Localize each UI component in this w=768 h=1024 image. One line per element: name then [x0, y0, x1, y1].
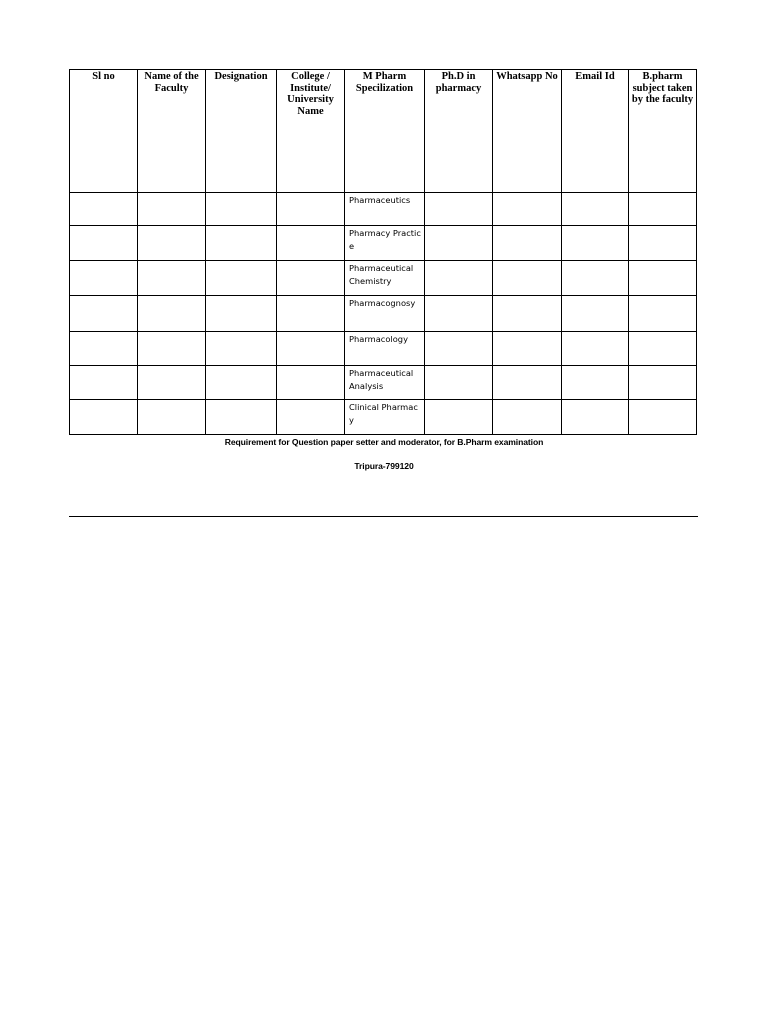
address-caption: Tripura-799120	[354, 461, 414, 471]
cell-sl-no[interactable]	[70, 400, 138, 435]
cell-designation[interactable]	[206, 400, 277, 435]
header-mpharm-specialization: M Pharm Specilization	[345, 70, 425, 193]
cell-designation[interactable]	[206, 261, 277, 296]
cell-faculty-name[interactable]	[138, 193, 206, 226]
cell-college[interactable]	[277, 366, 345, 400]
cell-bpharm-subject[interactable]	[629, 261, 697, 296]
cell-phd[interactable]	[425, 366, 493, 400]
table-row	[70, 226, 697, 261]
cell-designation[interactable]	[206, 226, 277, 261]
cell-whatsapp[interactable]	[493, 366, 562, 400]
header-email: Email Id	[562, 70, 629, 193]
cell-designation[interactable]	[206, 366, 277, 400]
cell-specialization: Pharmaceutical Chemistry	[345, 261, 425, 296]
cell-designation[interactable]	[206, 332, 277, 366]
cell-college[interactable]	[277, 226, 345, 261]
header-faculty-name: Name of the Faculty	[138, 70, 206, 193]
cell-email[interactable]	[562, 400, 629, 435]
cell-phd[interactable]	[425, 226, 493, 261]
table-row	[70, 366, 697, 400]
cell-phd[interactable]	[425, 332, 493, 366]
table-row	[70, 296, 697, 332]
cell-bpharm-subject[interactable]	[629, 296, 697, 332]
cell-sl-no[interactable]	[70, 261, 138, 296]
cell-whatsapp[interactable]	[493, 400, 562, 435]
cell-whatsapp[interactable]	[493, 261, 562, 296]
cell-bpharm-subject[interactable]	[629, 226, 697, 261]
cell-college[interactable]	[277, 296, 345, 332]
cell-email[interactable]	[562, 366, 629, 400]
cell-whatsapp[interactable]	[493, 296, 562, 332]
cell-bpharm-subject[interactable]	[629, 332, 697, 366]
cell-faculty-name[interactable]	[138, 226, 206, 261]
cell-designation[interactable]	[206, 296, 277, 332]
cell-phd[interactable]	[425, 193, 493, 226]
cell-bpharm-subject[interactable]	[629, 400, 697, 435]
cell-email[interactable]	[562, 193, 629, 226]
cell-college[interactable]	[277, 400, 345, 435]
cell-sl-no[interactable]	[70, 332, 138, 366]
cell-specialization: Clinical Pharmacy	[345, 400, 425, 435]
table-row	[70, 400, 697, 435]
cell-specialization: Pharmacology	[345, 332, 425, 366]
requirement-caption: Requirement for Question paper setter and moderator, for B.Pharm examination	[224, 437, 544, 447]
cell-college[interactable]	[277, 332, 345, 366]
cell-whatsapp[interactable]	[493, 193, 562, 226]
cell-faculty-name[interactable]	[138, 261, 206, 296]
header-college: College / Institute/ University Name	[277, 70, 345, 193]
cell-sl-no[interactable]	[70, 296, 138, 332]
cell-faculty-name[interactable]	[138, 332, 206, 366]
table-row	[70, 332, 697, 366]
header-designation: Designation	[206, 70, 277, 193]
cell-email[interactable]	[562, 332, 629, 366]
cell-email[interactable]	[562, 296, 629, 332]
cell-specialization: Pharmaceutical Analysis	[345, 366, 425, 400]
cell-phd[interactable]	[425, 261, 493, 296]
cell-designation[interactable]	[206, 193, 277, 226]
cell-specialization: Pharmaceutics	[345, 193, 425, 226]
faculty-requirement-table	[69, 69, 697, 435]
cell-email[interactable]	[562, 226, 629, 261]
cell-phd[interactable]	[425, 296, 493, 332]
cell-faculty-name[interactable]	[138, 366, 206, 400]
cell-sl-no[interactable]	[70, 226, 138, 261]
table-row	[70, 261, 697, 296]
cell-whatsapp[interactable]	[493, 226, 562, 261]
cell-faculty-name[interactable]	[138, 400, 206, 435]
cell-bpharm-subject[interactable]	[629, 366, 697, 400]
cell-bpharm-subject[interactable]	[629, 193, 697, 226]
cell-faculty-name[interactable]	[138, 296, 206, 332]
cell-email[interactable]	[562, 261, 629, 296]
cell-specialization: Pharmacy Practice	[345, 226, 425, 261]
cell-college[interactable]	[277, 193, 345, 226]
table-row	[70, 193, 697, 226]
horizontal-divider	[69, 516, 698, 517]
cell-sl-no[interactable]	[70, 366, 138, 400]
cell-sl-no[interactable]	[70, 193, 138, 226]
cell-phd[interactable]	[425, 400, 493, 435]
header-sl-no: Sl no	[70, 70, 138, 193]
cell-college[interactable]	[277, 261, 345, 296]
table-header-row	[70, 70, 697, 193]
header-bpharm-subject: B.pharm subject taken by the faculty	[629, 70, 697, 193]
cell-specialization: Pharmacognosy	[345, 296, 425, 332]
header-whatsapp: Whatsapp No	[493, 70, 562, 193]
cell-whatsapp[interactable]	[493, 332, 562, 366]
header-phd: Ph.D in pharmacy	[425, 70, 493, 193]
